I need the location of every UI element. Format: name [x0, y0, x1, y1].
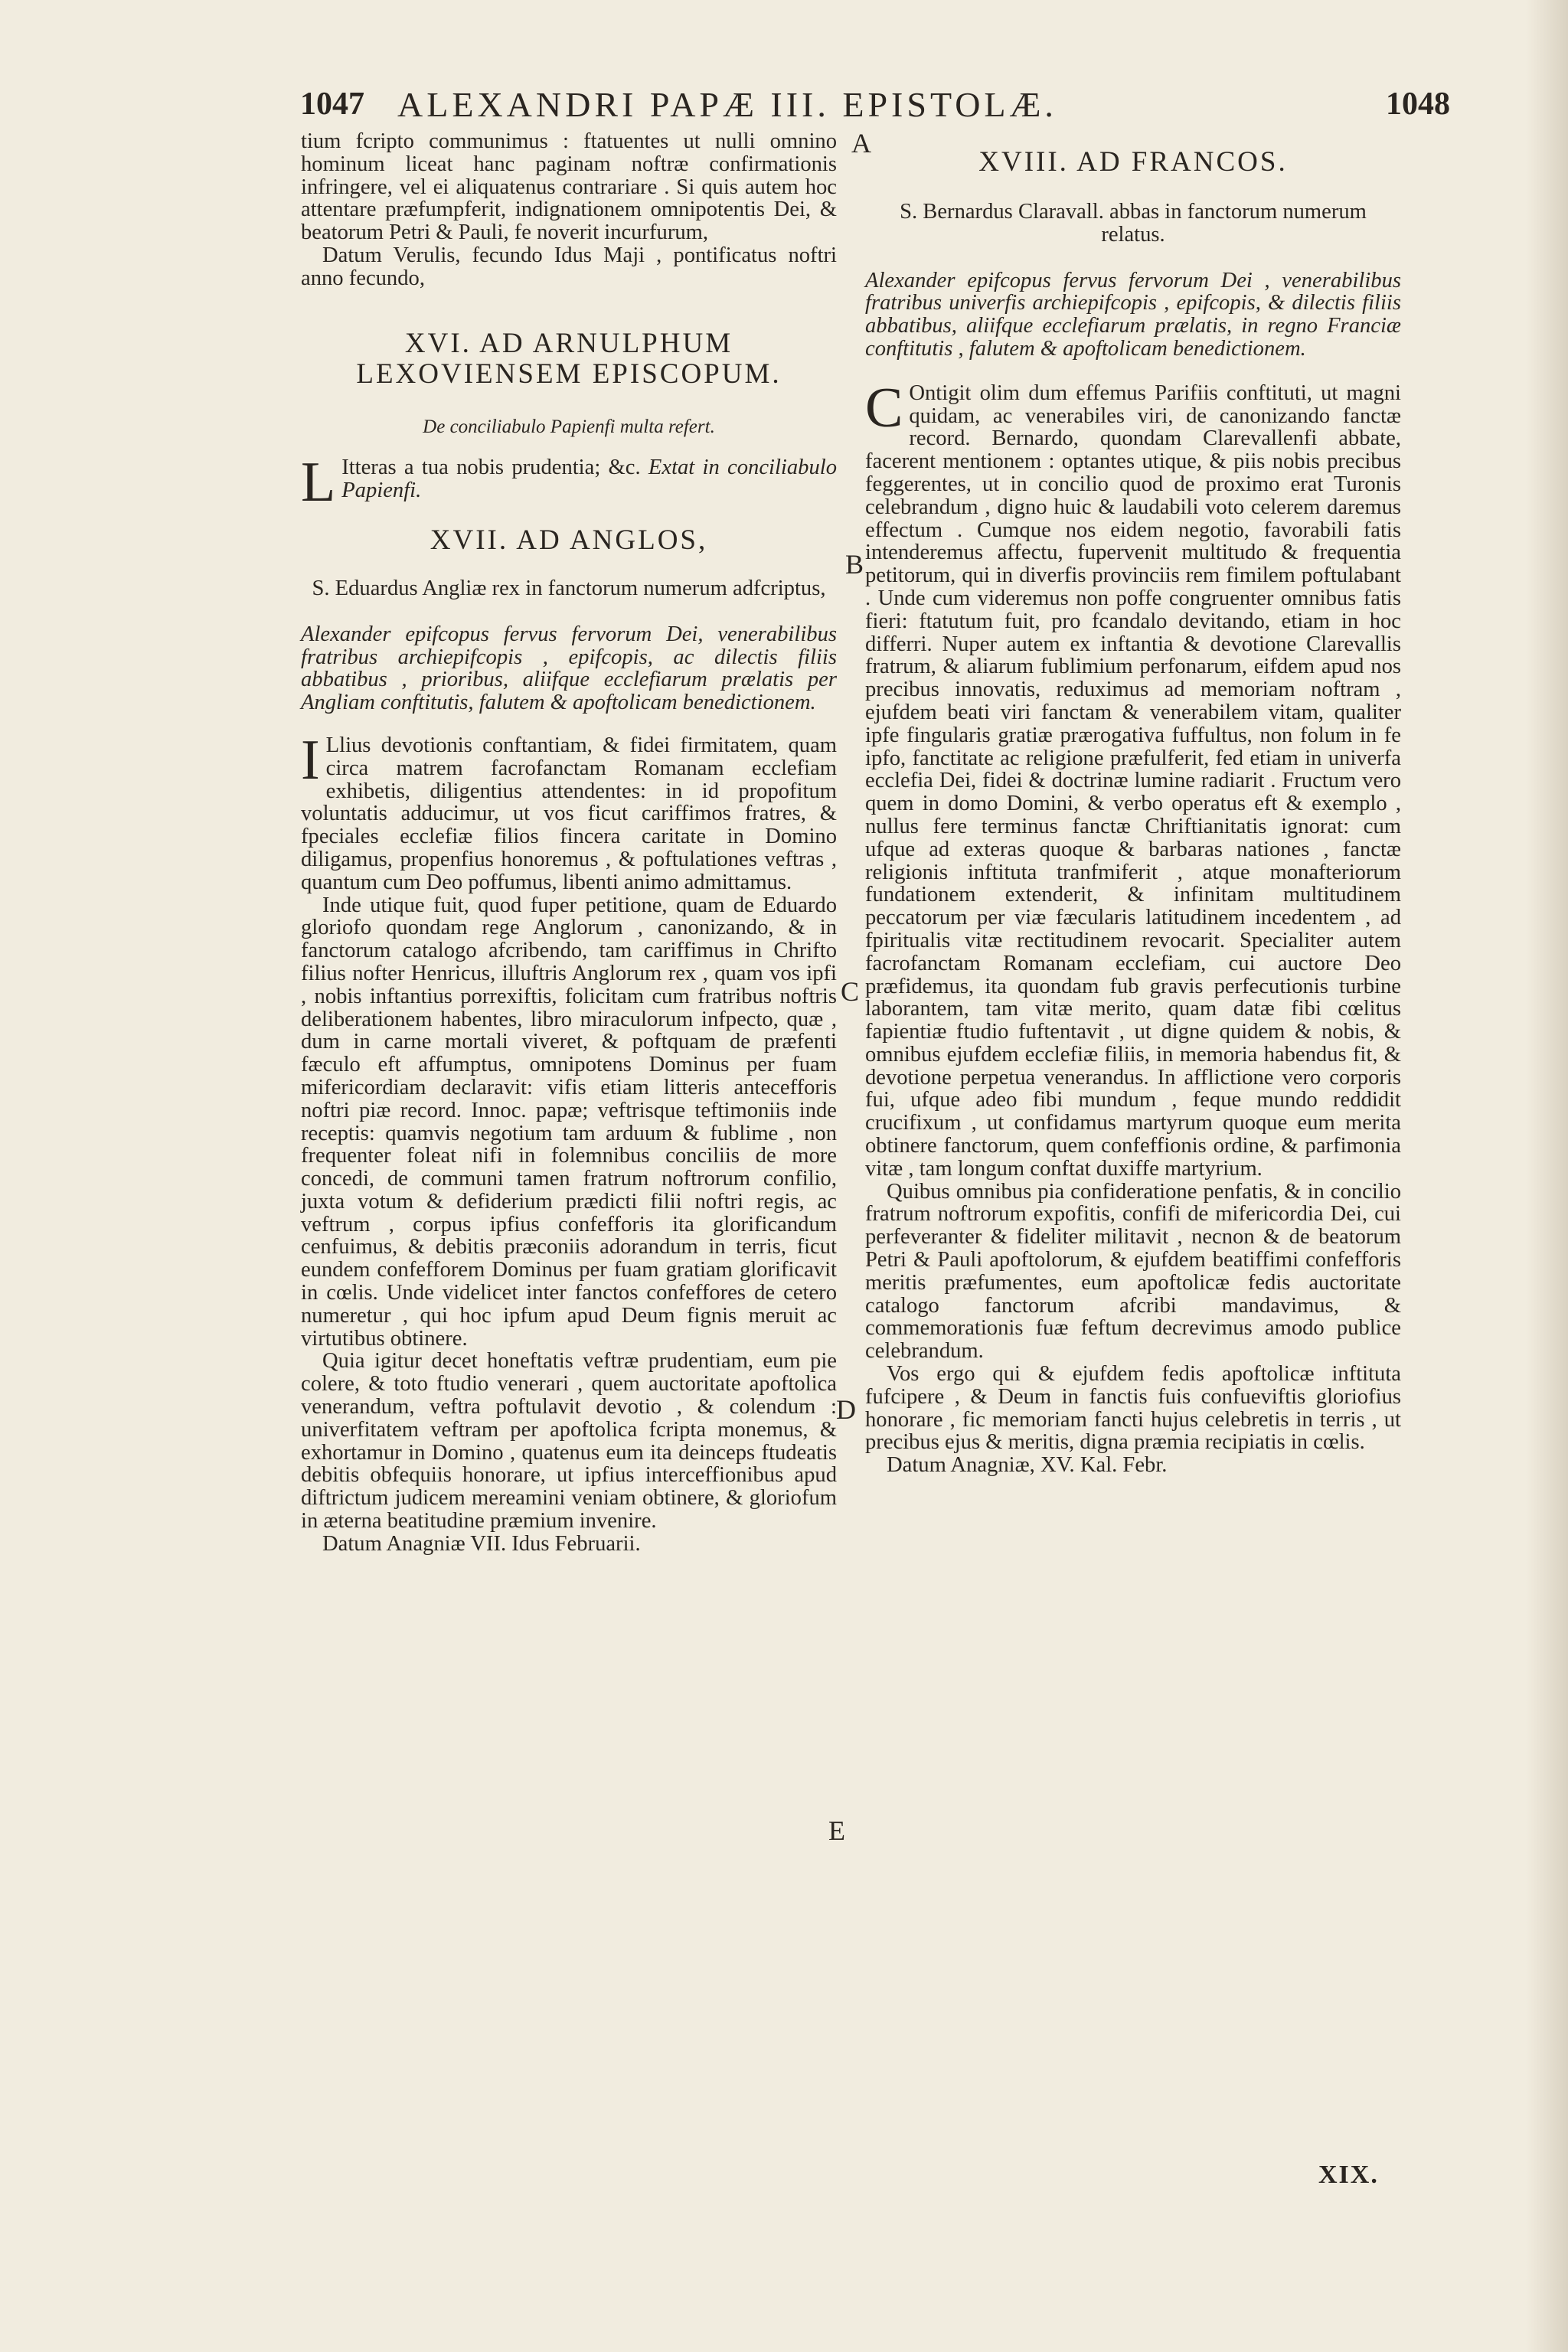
letter-xvii-subtitle: S. Eduardus Angliæ rex in fanctorum numerum adfcriptus, — [312, 576, 826, 600]
continuation-text: tium fcripto communimus : ftatuentes ut nulli omnino hominum liceat hanc paginam noftræ confirmationis infringere, vel ei aliquatenus contrariare . Si quis autem hoc attentare præfumpferit, indignationem omnipotentis Dei, & beatorum Petri & Pauli, fe noverit incurfurum, — [301, 129, 837, 245]
dating-line-1: Datum Verulis, fecundo Idus Maji , pontificatus noftri anno fecundo, — [301, 243, 837, 290]
running-title: ALEXANDRI PAPÆ III. EPISTOLÆ. — [397, 85, 1057, 124]
dating-line-3: Datum Anagniæ, XV. Kal. Febr. — [887, 1453, 1168, 1478]
dating-line-2: Datum Anagniæ VII. Idus Februarii. — [322, 1531, 641, 1556]
letter-xviii-title: XVIII. AD FRANCOS. — [978, 146, 1288, 178]
letter-xvii-para-3: Quia igitur decet honeftatis veftræ prudentiam, eum pie colere, & toto ftudio venerari , quem auctoritate apoftolica venerandum, veftra poftulavit devotio , & colendum : univerfitatem veftram per apoftolica fcripta monemus, & exhortamur in Domino , quatenus eum ita deinceps ftudeatis debitis obfequiis honorare, ut ipfius intercеffionibus apud diftrictum judicem mereamini veniam obtinere, & gloriofum in æterna beatitudine præmium invenire. — [301, 1349, 837, 1534]
letter-xvii-title: XVII. AD ANGLOS, — [430, 524, 708, 556]
right-page-number: 1048 — [1386, 87, 1450, 122]
letter-xviii-para-1 — [865, 376, 1401, 1181]
dropcap-l: L — [301, 451, 336, 514]
margin-marker-c: C — [841, 976, 860, 1007]
letter-xviii-para-3: Vos ergo qui & ejufdem fedis apoftolicæ inftituta fufcipere , & Deum in fanctis fuis confueviftis gloriofius honorare , fic memoriam fancti hujus celebretis in terris , ut precibus ejus & meritis, digna præmia recipiatis in cœlis. — [865, 1362, 1401, 1455]
letter-xvii-para-1 — [301, 728, 837, 894]
left-column — [301, 130, 837, 1556]
letter-xviii-address: Alexander epifcopus fervus fervorum Dei , venerabilibus fratribus univerfis archiepifcopis , epifcopis, & dilectis filiis abbatibus, aliifque ecclefiarum prælatis, in regno Franciæ conftitutis , falutem & apoftolicam benedictionem. — [865, 268, 1401, 361]
letter-xvii-para-1-text: Llius devotionis conftantiam, & fidei firmitatem, quam circa matrem facrofanctam Romanam ecclefiam exhibetis, diligentius attendentes: in id propofitum voluntatis adducimur, ut vos ficut cariffimos fratres, & fpeciales ecclefiæ filios fincera caritate in Domino diligamus, propenfius honoremus , & poftulationes veftras , quantum cum Deo poffumus, libenti animo admittamus. — [301, 733, 837, 894]
catchword: XIX. — [1318, 2161, 1379, 2189]
margin-marker-a: A — [851, 128, 871, 158]
left-page-number: 1047 — [300, 87, 364, 122]
letter-xviii-subtitle: S. Bernardus Claravall. abbas in fanctorum numerum relatus. — [900, 200, 1367, 247]
margin-marker-d: D — [836, 1394, 856, 1425]
letter-xvi-text: Itteras a tua nobis prudentia; &c. — [341, 456, 641, 480]
letter-xvii-address: Alexander epifcopus fervus fervorum Dei, venerabilibus fratribus archiepifcopis , epifcopis, ac dilectis filiis abbatibus , prioribus, aliifque ecclefiarum prælatis per Angliam conftitutis, falutem & apoftolicam benedictionem. — [301, 622, 837, 715]
letter-xvii-para-2: Inde utique fuit, quod fuper petitione, quam de Eduardo gloriofo quondam rege Anglorum , canonizando, & in fanctorum catalogo afcribendo, tam cariffimus in Chrifto filius nofter Henricus, illuftris Anglorum rex , quam vos ipfi , nobis inftantius porrexiftis, folicitam cum fratribus noftris deliberationem habentes, libro miraculorum infpecto, quæ , dum in carne mortali viveret, & poftquam de præfenti fæculo eft affumptus, omnipotens Dominus per fuam mifericordiam declaravit: vifis etiam litteris antecefforis noftri piæ record. Innoc. papæ; veftrisque teftimoniis inde receptis: quamvis negotium tam arduum & fublime , non frequenter foleat nifi in folemnibus conciliis de more concedi, de communi tamen fratrum noftrorum confilio, juxta votum & defiderium prædicti filii noftri regis, ac veftrum , corpus ipfius confefforis ita glorificandum cenfuimus, & debitis præconiis adorandum in terris, ficut eundem confefforem Dominus per fuam gratiam glorificavit in cœlis. Unde videlicet inter fanctos confeffores de cetero numeretur , qui hoc ipfum apud Deum fignis meruit ac virtutibus obtinere. — [301, 893, 837, 1351]
page-edge-shadow — [1526, 0, 1568, 2352]
dropcap-c: C — [865, 376, 903, 439]
right-column — [865, 130, 1401, 1477]
letter-xvi-body — [301, 451, 837, 514]
letter-xvi-note: Extat in conciliabulo Papienfi. — [341, 456, 837, 503]
margin-marker-e: E — [828, 1815, 845, 1846]
letter-xvi-summary: De conciliabulo Papienfi multa refert. — [423, 416, 715, 437]
letter-xviii-para-1-text: Ontigit olim dum effemus Parifiis conftituti, ut magni quidam, ac venerabiles viri, de canonizando fanctæ record. Bernardo, quondam Clarevallenfi abbate, facerent mentionem : optantes utique, & piis nobis precibus feggerentes, ut in concilio quod de proximo erat Turonis celebrandum , digno huic & laudabili voto celerem daremus effectum . Cumque nos eidem negotio, favorabili fatis intenderemus affectu, fupervenit multitudo & frequentia petitorum, qui in diverfis provinciis rem fimilem poftulabant . Unde cum videremus non poffe congruenter omnibus fatis fieri: ftatutum fuit, pro fcandalo devitando, etiam in hoc differri. Nuper autem ex inftantia & devotione Clarevallis fratrum, & aliarum fublimium perfonarum, eifdem apud nos precibus innovatis, reduximus ad memoriam noftram , ejufdem beati viri fanctam & venerabilem vitam, qualiter ipfe fingularis gratiæ prærogativa fuffultus, non folum in fe ipfo, fanctitate ac religione præfulferit, fed etiam in univerfa ecclefia Dei, fidei & doctrinæ lumine radiarit . Fructum vero quem in domo Domini, & verbo operatus eft & exemplo , nullus fere terminus fanctæ Chriftianitatis ignorat: cum ufque ad exteras quoque & barbaras nationes , fanctæ religionis inftituta tranfmiferit , atque monafteriorum fundationem extenderit, & infinitam multitudinem peccatorum per viæ fæcularis latitudinem incedentem , ad fpiritualis vitæ rectitudinem revocarit. Specialiter autem facrofanctam Romanam ecclefiam, cui auctore Deo præfidemus, ita quondam fub gravis perfecutionis turbine laborantem, tam vitæ merito, quam datæ fibi cœlitus fapientiæ ftudio fuftentavit , ut digne quidem & nobis, & omnibus ejufdem ecclefiæ filiis, in memoria habendus fit, & devotione perpetua venerandus. In afflictione vero corporis fui, ufque adeo fibi mundum , feque mundo reddidit crucifixum , ut confidamus martyrum quoque eum merita obtinere fanctorum, quem confeffionis ordine, & parfimonia vitæ , tam longum conftat duxiffe martyrium. — [865, 381, 1401, 1181]
letter-xviii-para-2: Quibus omnibus pia confideratione penfatis, & in concilio fratrum noftrorum expofitis, confifi de mifericordia Dei, cui perfeveranter & fideliter militavit , necnon & de beatorum Petri & Pauli apoftolorum, & ejufdem beatiffimi confefforis meritis præfumentes, eum apoftolicæ fedis auctoritate catalogo fanctorum afcribi mandavimus, & commemorationis fuæ feftum decrevimus amodo publice celebrandum. — [865, 1179, 1401, 1364]
margin-marker-b: B — [845, 549, 864, 580]
dropcap-i: I — [301, 728, 320, 792]
letter-xvi-title: XVI. AD ARNULPHUM LEXOVIENSEM EPISCOPUM. — [356, 327, 782, 390]
